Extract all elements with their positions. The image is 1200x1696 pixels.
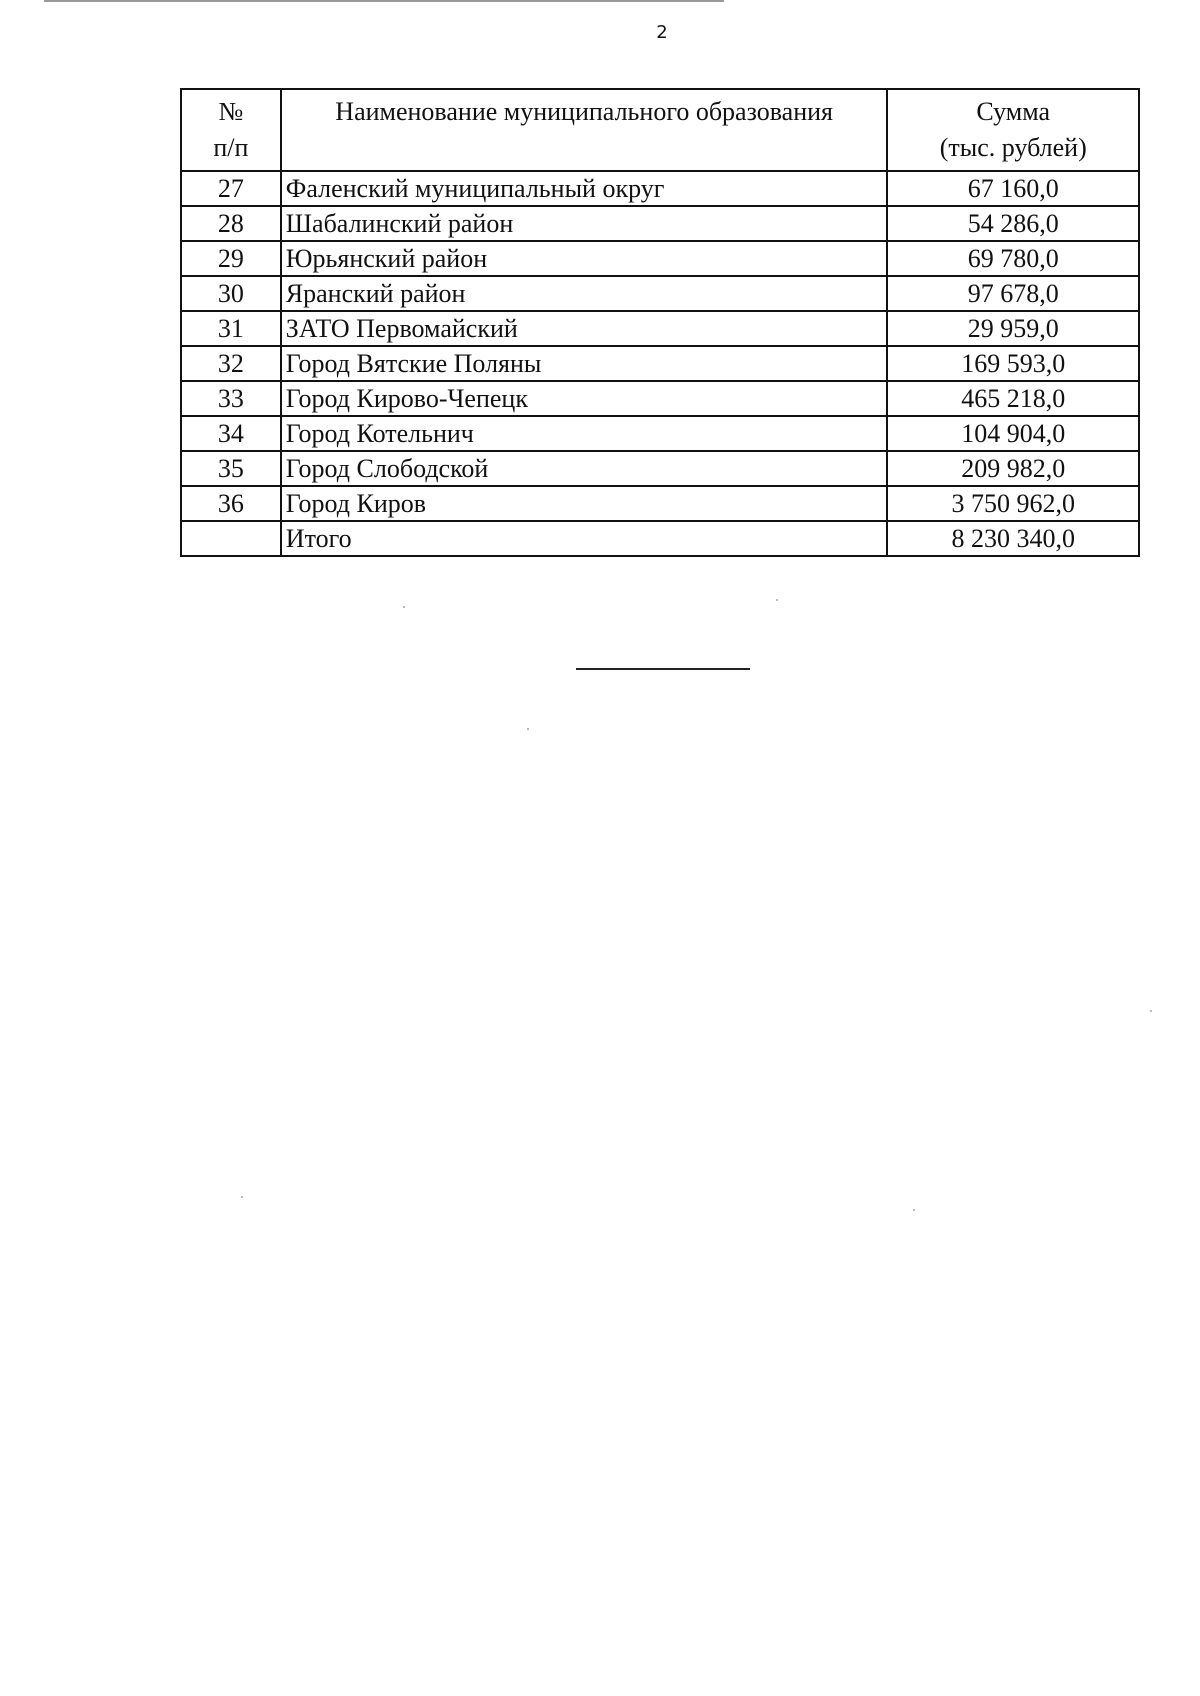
header-sum	[887, 89, 1139, 171]
row-sum: 29 959,0	[887, 311, 1139, 346]
row-name: Шабалинский район	[281, 206, 888, 241]
header-number	[181, 89, 281, 171]
scan-speck	[241, 1196, 243, 1198]
scan-speck	[913, 1209, 915, 1211]
row-number: 27	[181, 171, 281, 206]
row-sum: 67 160,0	[887, 171, 1139, 206]
table-row	[181, 276, 1139, 311]
row-name: Город Кирово-Чепецк	[281, 381, 888, 416]
page-number-text: 2	[656, 22, 668, 43]
table-row	[181, 206, 1139, 241]
row-number: 35	[181, 451, 281, 486]
scan-speck	[403, 606, 405, 608]
table-row	[181, 486, 1139, 521]
row-sum: 8 230 340,0	[887, 521, 1139, 556]
row-name: Фаленский муниципальный округ	[281, 171, 888, 206]
row-name: Город Вятские Поляны	[281, 346, 888, 381]
scan-speck	[1150, 1010, 1152, 1012]
scan-speck	[776, 599, 778, 601]
header-number-line1: №	[218, 97, 244, 126]
row-name: Яранский район	[281, 276, 888, 311]
table-row	[181, 346, 1139, 381]
table-row	[181, 381, 1139, 416]
row-sum: 69 780,0	[887, 241, 1139, 276]
row-number: 29	[181, 241, 281, 276]
header-sum-line2: (тыс. рублей)	[939, 133, 1087, 162]
table-header-row	[181, 89, 1139, 171]
table-row	[181, 171, 1139, 206]
row-number: 36	[181, 486, 281, 521]
table-row	[181, 311, 1139, 346]
row-name: ЗАТО Первомайский	[281, 311, 888, 346]
row-number: 28	[181, 206, 281, 241]
row-name: Итого	[281, 521, 888, 556]
table-row	[181, 451, 1139, 486]
row-name: Юрьянский район	[281, 241, 888, 276]
page-number	[62, 22, 1200, 43]
header-sum-line1: Сумма	[976, 97, 1051, 126]
row-number: 30	[181, 276, 281, 311]
row-name: Город Котельнич	[281, 416, 888, 451]
row-sum: 169 593,0	[887, 346, 1139, 381]
row-name: Город Слободской	[281, 451, 888, 486]
row-number: 33	[181, 381, 281, 416]
scan-edge-line	[44, 0, 724, 2]
budget-table	[180, 88, 1140, 557]
row-sum: 3 750 962,0	[887, 486, 1139, 521]
row-sum: 97 678,0	[887, 276, 1139, 311]
table-row	[181, 416, 1139, 451]
row-number	[181, 521, 281, 556]
row-sum: 54 286,0	[887, 206, 1139, 241]
row-number: 32	[181, 346, 281, 381]
row-sum: 209 982,0	[887, 451, 1139, 486]
header-name: Наименование муниципального образования	[281, 89, 888, 171]
row-sum: 104 904,0	[887, 416, 1139, 451]
table-total-row	[181, 521, 1139, 556]
row-number: 34	[181, 416, 281, 451]
closing-line	[576, 668, 750, 670]
scan-speck	[527, 728, 529, 730]
row-sum: 465 218,0	[887, 381, 1139, 416]
header-number-line2: п/п	[213, 133, 249, 162]
row-number: 31	[181, 311, 281, 346]
table-row	[181, 241, 1139, 276]
row-name: Город Киров	[281, 486, 888, 521]
